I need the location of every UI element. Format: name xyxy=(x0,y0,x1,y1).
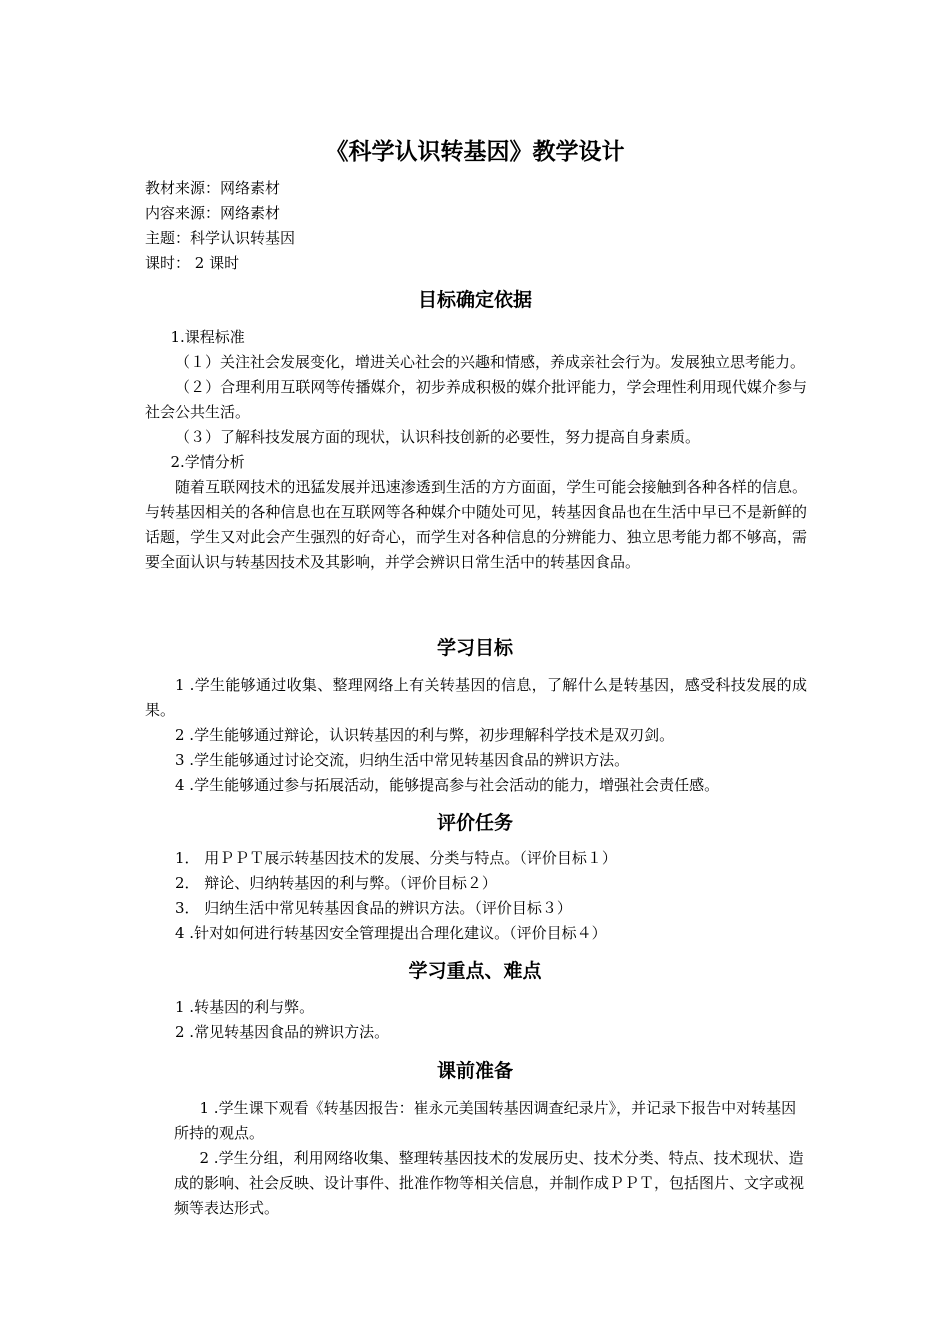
section-body-keypoints xyxy=(145,995,807,1045)
meta-info xyxy=(145,176,295,276)
subheading-analysis: 2.学情分析 xyxy=(170,453,245,471)
list-item: 4 .针对如何进行转基因安全管理提出合理化建议。（评价目标４） xyxy=(175,924,607,942)
meta-material-source: 教材来源：网络素材 xyxy=(145,179,281,197)
list-item: 4 .学生能够通过参与拓展活动，能够提高参与社会活动的能力，增强社会责任感。 xyxy=(175,776,720,794)
list-item: 1 .学生能够通过收集、整理网络上有关转基因的信息，了解什么是转基因，感受科技发展的成果。 xyxy=(145,676,807,719)
list-item: 2 .学生能够通过辩论，认识转基因的利与弊，初步理解科学技术是双刃剑。 xyxy=(175,726,675,744)
list-item: 2 .学生分组，利用网络收集、整理转基因技术的发展历史、技术分类、特点、技术现状、造成的影响、社会反映、设计事件、批准作物等相关信息，并制作成ＰＰＴ，包括图片、文字或视频等表达形式。 xyxy=(174,1149,805,1217)
meta-class-hours: 课时： 2 课时 xyxy=(145,254,240,272)
list-item: 2 .常见转基因食品的辨识方法。 xyxy=(175,1023,390,1041)
list-item: 1 .转基因的利与弊。 xyxy=(175,998,315,1016)
section-heading-keypoints: 学习重点、难点 xyxy=(408,960,542,982)
section-heading-tasks: 评价任务 xyxy=(436,812,513,834)
analysis-paragraph: 随着互联网技术的迅猛发展并迅速渗透到生活的方方面面，学生可能会接触到各种各样的信息。与转基因相关的各种信息也在互联网等各种媒介中随处可见，转基因食品也在生活中早已不是新鲜的话题，学生又对此会产生强烈的好奇心，而学生对各种信息的分辨能力、独立思考能力都不够高，需要全面认识与转基因技术及其影响，并学会辨识日常生活中的转基因食品。 xyxy=(145,478,807,571)
section-body-goals xyxy=(145,673,807,798)
document-title: 《科学认识转基因》教学设计 xyxy=(325,139,625,165)
section-body-prep xyxy=(174,1096,807,1221)
list-item: （１）关注社会发展变化，增进关心社会的兴趣和情感，养成亲社会行为。发展独立思考能力。 xyxy=(175,353,806,371)
list-item: 3 .学生能够通过讨论交流，归纳生活中常见转基因食品的辨识方法。 xyxy=(175,751,630,769)
meta-content-source: 内容来源：网络素材 xyxy=(145,204,281,222)
list-item: 2． 辩论、归纳转基因的利与弊。（评价目标２） xyxy=(175,874,497,892)
list-item: （３）了解科技发展方面的现状，认识科技创新的必要性，努力提高自身素质。 xyxy=(175,428,701,446)
section-heading-basis: 目标确定依据 xyxy=(417,289,532,311)
section-heading-prep: 课前准备 xyxy=(436,1060,513,1082)
subheading-curriculum: 1.课程标准 xyxy=(170,328,245,346)
section-body-tasks xyxy=(145,846,807,946)
meta-topic: 主题：科学认识转基因 xyxy=(145,229,296,247)
list-item: 1 .学生课下观看《转基因报告：崔永元美国转基因调查纪录片》，并记录下报告中对转基因所持的观点。 xyxy=(174,1099,797,1142)
section-body-basis xyxy=(145,325,807,575)
list-item: 1． 用ＰＰＴ展示转基因技术的发展、分类与特点。（评价目标１） xyxy=(175,849,617,867)
section-heading-goals: 学习目标 xyxy=(436,637,513,659)
list-item: （２）合理利用互联网等传播媒介，初步养成积极的媒介批评能力，学会理性利用现代媒介参与社会公共生活。 xyxy=(145,378,807,421)
list-item: 3． 归纳生活中常见转基因食品的辨识方法。（评价目标３） xyxy=(175,899,572,917)
